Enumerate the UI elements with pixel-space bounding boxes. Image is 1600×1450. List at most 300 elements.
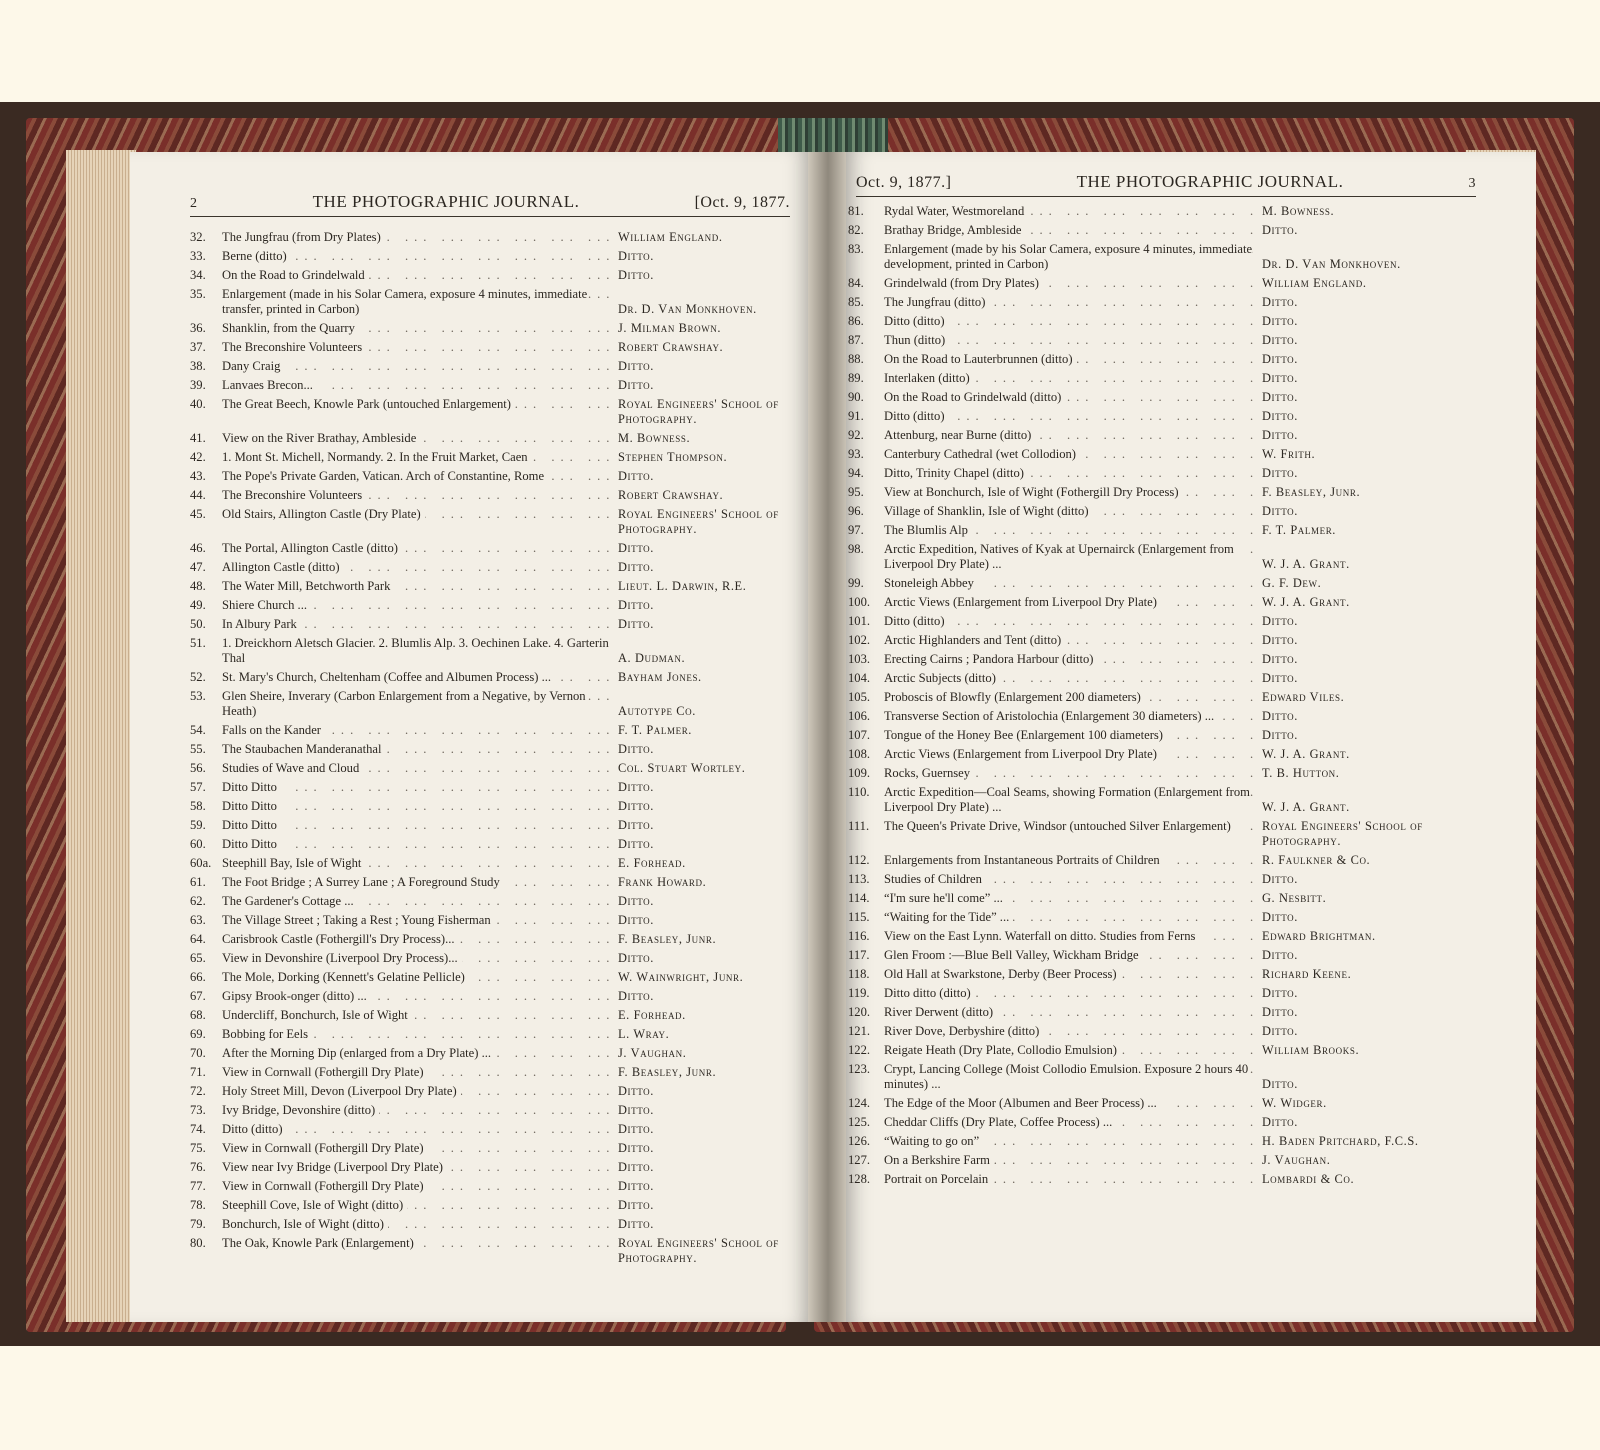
entry-author: Ditto. bbox=[1262, 409, 1298, 423]
entry-title-text: On the Road to Grindelwald (ditto) bbox=[884, 390, 1065, 404]
entry-number: 47. bbox=[190, 560, 206, 574]
entry-author: Ditto. bbox=[618, 1103, 654, 1117]
entry-title-text: Ivy Bridge, Devonshire (ditto) bbox=[222, 1103, 379, 1117]
entry-number: 112. bbox=[848, 853, 870, 867]
entry-author: Ditto. bbox=[1262, 1024, 1298, 1038]
entry-title bbox=[222, 723, 612, 738]
entry-title-text: “I'm sure he'll come” ... bbox=[884, 891, 1007, 905]
entry-title-text: On the Road to Grindelwald bbox=[222, 268, 369, 282]
entry-number: 73. bbox=[190, 1103, 206, 1117]
entry-title bbox=[222, 268, 612, 283]
entry-title-text: Arctic Expedition, Natives of Kyak at Upernairck (Enlargement from Liverpool Dry Plate) ... bbox=[884, 542, 1234, 571]
entry-author: Ditto. bbox=[618, 1141, 654, 1155]
list-item bbox=[190, 1046, 792, 1061]
entry-title-text: Lanvaes Brecon... bbox=[222, 378, 317, 392]
entry-number: 119. bbox=[848, 986, 870, 1000]
entry-title bbox=[884, 614, 1256, 629]
list-item bbox=[848, 853, 1494, 868]
entry-title bbox=[222, 818, 612, 833]
entry-author: Ditto. bbox=[1262, 709, 1298, 723]
entry-title bbox=[884, 295, 1256, 310]
entry-title-text: “Waiting for the Tide” ... bbox=[884, 910, 1013, 924]
entry-author: G. F. Dew. bbox=[1262, 576, 1322, 590]
entry-title-text: Thun (ditto) bbox=[884, 333, 949, 347]
entry-author: W. J. A. Grant. bbox=[1262, 557, 1350, 571]
entry-author: Ditto. bbox=[618, 469, 654, 483]
entry-number: 67. bbox=[190, 989, 206, 1003]
entry-title bbox=[884, 910, 1256, 925]
entry-title-text: The Foot Bridge ; A Surrey Lane ; A Foreground Study bbox=[222, 875, 504, 889]
entry-number: 108. bbox=[848, 747, 871, 761]
list-item bbox=[848, 819, 1494, 849]
list-item bbox=[848, 576, 1494, 591]
list-item bbox=[190, 340, 792, 355]
entry-title-text: Holy Street Mill, Devon (Liverpool Dry Plate) bbox=[222, 1084, 461, 1098]
entry-author: Lieut. L. Darwin, R.E. bbox=[618, 579, 747, 593]
list-item bbox=[190, 268, 792, 283]
list-item bbox=[848, 614, 1494, 629]
entry-number: 86. bbox=[848, 314, 864, 328]
entry-title-text: The Water Mill, Betchworth Park bbox=[222, 579, 394, 593]
entry-author: Ditto. bbox=[618, 799, 654, 813]
entry-title bbox=[884, 352, 1256, 367]
entry-author: E. Forhead. bbox=[618, 856, 686, 870]
entry-title bbox=[222, 488, 612, 503]
list-item bbox=[848, 523, 1494, 538]
list-item bbox=[190, 894, 792, 909]
entry-author: Col. Stuart Wortley. bbox=[618, 761, 746, 775]
list-item bbox=[848, 447, 1494, 462]
entry-number: 87. bbox=[848, 333, 864, 347]
entry-author: Stephen Thompson. bbox=[618, 450, 728, 464]
entry-title-text: Ditto (ditto) bbox=[884, 614, 949, 628]
entry-number: 91. bbox=[848, 409, 864, 423]
entry-title-text: The Great Beech, Knowle Park (untouched Enlargement) bbox=[222, 397, 515, 411]
list-item bbox=[848, 1115, 1494, 1130]
entry-author: Edward Brightman. bbox=[1262, 929, 1376, 943]
entry-title bbox=[884, 633, 1256, 648]
entry-author: M. Bowness. bbox=[1262, 204, 1335, 218]
entry-author: W. Frith. bbox=[1262, 447, 1316, 461]
entry-author: Ditto. bbox=[618, 1217, 654, 1231]
entry-number: 76. bbox=[190, 1160, 206, 1174]
list-item bbox=[190, 1027, 792, 1042]
list-item bbox=[190, 970, 792, 985]
entry-title-text: Berne (ditto) bbox=[222, 249, 291, 263]
list-item bbox=[848, 1096, 1494, 1111]
issue-date: Oct. 9, 1877.] bbox=[856, 174, 952, 191]
entry-title-text: Steephill Bay, Isle of Wight bbox=[222, 856, 365, 870]
entry-title bbox=[884, 986, 1256, 1001]
entry-title-text: Portrait on Porcelain bbox=[884, 1172, 992, 1186]
entry-author: Ditto. bbox=[618, 1179, 654, 1193]
entry-author: Ditto. bbox=[1262, 1005, 1298, 1019]
entry-title-text: Ditto, Trinity Chapel (ditto) bbox=[884, 466, 1028, 480]
entry-number: 42. bbox=[190, 450, 206, 464]
entry-title-text: Interlaken (ditto) bbox=[884, 371, 974, 385]
entry-number: 128. bbox=[848, 1172, 871, 1186]
journal-title: THE PHOTOGRAPHIC JOURNAL. bbox=[1076, 172, 1344, 191]
entry-author: Ditto. bbox=[618, 359, 654, 373]
entry-title bbox=[222, 761, 612, 776]
list-item bbox=[848, 428, 1494, 443]
entry-author: Lombardi & Co. bbox=[1262, 1172, 1355, 1186]
entry-number: 32. bbox=[190, 230, 206, 244]
entry-number: 115. bbox=[848, 910, 870, 924]
entry-title-text: View on the East Lynn. Waterfall on ditto. Studies from Ferns bbox=[884, 929, 1199, 943]
entry-title bbox=[222, 742, 612, 757]
entry-title bbox=[884, 1172, 1256, 1187]
entry-title-text: Falls on the Kander bbox=[222, 723, 325, 737]
entry-number: 97. bbox=[848, 523, 864, 537]
entry-title bbox=[884, 314, 1256, 329]
entry-title bbox=[884, 204, 1256, 219]
entry-number: 83. bbox=[848, 242, 864, 256]
entry-author: W. Wainwright, Junr. bbox=[618, 970, 744, 984]
entry-author: Ditto. bbox=[618, 1084, 654, 1098]
entry-title bbox=[222, 837, 612, 852]
list-item bbox=[190, 799, 792, 814]
entry-title bbox=[884, 652, 1256, 667]
entry-title bbox=[222, 507, 612, 537]
entry-title-text: View in Cornwall (Fothergill Dry Plate) bbox=[222, 1065, 428, 1079]
list-item bbox=[190, 818, 792, 833]
list-item bbox=[190, 913, 792, 928]
entry-number: 94. bbox=[848, 466, 864, 480]
entry-title-text: The Village Street ; Taking a Rest ; Young Fisherman bbox=[222, 913, 495, 927]
list-item bbox=[848, 1172, 1494, 1187]
list-item bbox=[848, 276, 1494, 291]
entry-title-text: Glen Froom :—Blue Bell Valley, Wickham Bridge bbox=[884, 948, 1143, 962]
list-item bbox=[190, 287, 792, 317]
entry-number: 101. bbox=[848, 614, 871, 628]
entry-title-text: Transverse Section of Aristolochia (Enlargement 30 diameters) ... bbox=[884, 709, 1218, 723]
entry-author: Ditto. bbox=[1262, 614, 1298, 628]
list-item bbox=[848, 485, 1494, 500]
entry-title bbox=[884, 853, 1256, 868]
entry-author: Ditto. bbox=[1262, 910, 1298, 924]
right-page bbox=[846, 152, 1536, 1322]
entry-author: Robert Crawshay. bbox=[618, 488, 724, 502]
entry-author: Ditto. bbox=[618, 742, 654, 756]
entry-number: 85. bbox=[848, 295, 864, 309]
entry-author: Ditto. bbox=[1262, 428, 1298, 442]
entry-number: 48. bbox=[190, 579, 206, 593]
entry-author: Ditto. bbox=[1262, 466, 1298, 480]
entry-title bbox=[884, 523, 1256, 538]
entry-author: W. J. A. Grant. bbox=[1262, 595, 1350, 609]
entry-title-text: The Breconshire Volunteers bbox=[222, 488, 366, 502]
entry-author: Ditto. bbox=[618, 541, 654, 555]
entry-number: 96. bbox=[848, 504, 864, 518]
entry-title-text: Erecting Cairns ; Pandora Harbour (ditto) bbox=[884, 652, 1098, 666]
entry-title bbox=[222, 932, 612, 947]
entry-number: 75. bbox=[190, 1141, 206, 1155]
entry-title bbox=[222, 1236, 612, 1266]
entry-number: 60. bbox=[190, 837, 206, 851]
entry-title bbox=[884, 333, 1256, 348]
entry-number: 62. bbox=[190, 894, 206, 908]
entry-number: 125. bbox=[848, 1115, 871, 1129]
list-item bbox=[190, 617, 792, 632]
journal-title: THE PHOTOGRAPHIC JOURNAL. bbox=[312, 192, 580, 211]
entry-number: 33. bbox=[190, 249, 206, 263]
entry-number: 72. bbox=[190, 1084, 206, 1098]
entry-author: Royal Engineers' School of Photography. bbox=[618, 507, 779, 536]
list-item bbox=[190, 1160, 792, 1175]
entry-title-text: The Jungfrau (ditto) bbox=[884, 295, 989, 309]
entry-number: 116. bbox=[848, 929, 870, 943]
entry-number: 113. bbox=[848, 872, 870, 886]
list-item bbox=[190, 249, 792, 264]
list-item bbox=[190, 932, 792, 947]
entry-number: 68. bbox=[190, 1008, 206, 1022]
list-item bbox=[190, 1065, 792, 1080]
list-item bbox=[190, 488, 792, 503]
entry-author: Ditto. bbox=[1262, 504, 1298, 518]
entry-title bbox=[222, 1084, 612, 1099]
entry-author: Ditto. bbox=[618, 913, 654, 927]
entry-title bbox=[222, 431, 612, 446]
list-item bbox=[848, 295, 1494, 310]
entry-title-text: Carisbrook Castle (Fothergill's Dry Process)... bbox=[222, 932, 459, 946]
entry-title-text: River Dove, Derbyshire (ditto) bbox=[884, 1024, 1043, 1038]
entry-author: Ditto. bbox=[1262, 314, 1298, 328]
entry-author: Richard Keene. bbox=[1262, 967, 1352, 981]
entry-author: Autotype Co. bbox=[618, 704, 696, 718]
page-number: 2 bbox=[190, 196, 198, 211]
entry-title bbox=[222, 287, 612, 317]
entry-number: 127. bbox=[848, 1153, 871, 1167]
entry-number: 40. bbox=[190, 397, 206, 411]
entry-author: J. Vaughan. bbox=[1262, 1153, 1331, 1167]
entry-title bbox=[222, 1027, 612, 1042]
entry-title-text: The Oak, Knowle Park (Enlargement) bbox=[222, 1236, 418, 1250]
list-item bbox=[848, 1005, 1494, 1020]
list-item bbox=[190, 742, 792, 757]
entry-number: 71. bbox=[190, 1065, 206, 1079]
entry-title-text: Arctic Expedition—Coal Seams, showing Formation (Enlargement from Liverpool Dry Plate) ... bbox=[884, 785, 1250, 814]
entry-author: L. Wray. bbox=[618, 1027, 670, 1041]
list-item bbox=[848, 390, 1494, 405]
entry-number: 51. bbox=[190, 636, 206, 650]
entry-number: 105. bbox=[848, 690, 871, 704]
entry-title bbox=[884, 595, 1256, 610]
entry-title-text: Shiere Church ... bbox=[222, 598, 311, 612]
entry-title-text: Enlargement (made in his Solar Camera, exposure 4 minutes, immediate transfer, printed in Carbon) bbox=[222, 287, 588, 316]
entry-author: Ditto. bbox=[1262, 633, 1298, 647]
entry-title-text: Studies of Children bbox=[884, 872, 986, 886]
list-item bbox=[190, 321, 792, 336]
entry-number: 53. bbox=[190, 689, 206, 703]
entry-title bbox=[222, 913, 612, 928]
list-item bbox=[848, 986, 1494, 1001]
entry-title-text: The Jungfrau (from Dry Plates) bbox=[222, 230, 385, 244]
entry-author: F. Beasley, Junr. bbox=[1262, 485, 1361, 499]
entry-author: Dr. D. Van Monkhoven. bbox=[618, 302, 757, 316]
list-item bbox=[190, 723, 792, 738]
entry-title-text: Steephill Cove, Isle of Wight (ditto) bbox=[222, 1198, 407, 1212]
entry-title-text: Canterbury Cathedral (wet Collodion) bbox=[884, 447, 1080, 461]
entry-number: 84. bbox=[848, 276, 864, 290]
entry-title bbox=[222, 1141, 612, 1156]
entry-title bbox=[884, 428, 1256, 443]
entry-title-text: On a Berkshire Farm bbox=[884, 1153, 994, 1167]
entry-title-text: “Waiting to go on” bbox=[884, 1134, 983, 1148]
entry-author: Royal Engineers' School of Photography. bbox=[618, 397, 779, 426]
list-item bbox=[848, 409, 1494, 424]
list-item bbox=[190, 689, 792, 719]
entry-number: 54. bbox=[190, 723, 206, 737]
entry-title-text: Village of Shanklin, Isle of Wight (ditto) bbox=[884, 504, 1093, 518]
entry-title-text: Arctic Views (Enlargement from Liverpool Dry Plate) bbox=[884, 747, 1161, 761]
entry-title-text: Bonchurch, Isle of Wight (ditto) bbox=[222, 1217, 388, 1231]
entry-title-text: Ditto Ditto bbox=[222, 818, 281, 832]
entry-title bbox=[222, 856, 612, 871]
entry-number: 57. bbox=[190, 780, 206, 794]
entry-title bbox=[222, 780, 612, 795]
entry-title bbox=[222, 560, 612, 575]
list-item bbox=[848, 542, 1494, 572]
list-item bbox=[848, 910, 1494, 925]
entry-title-text: Old Hall at Swarkstone, Derby (Beer Process) bbox=[884, 967, 1121, 981]
entry-title-text: View in Cornwall (Fothergill Dry Plate) bbox=[222, 1141, 428, 1155]
list-item bbox=[190, 636, 792, 666]
entry-title bbox=[222, 450, 612, 465]
entry-number: 111. bbox=[848, 819, 870, 833]
entry-number: 36. bbox=[190, 321, 206, 335]
entry-author: Ditto. bbox=[1262, 652, 1298, 666]
entry-title-text: River Derwent (ditto) bbox=[884, 1005, 997, 1019]
page-edges-left bbox=[66, 150, 136, 1322]
entry-author: J. Vaughan. bbox=[618, 1046, 687, 1060]
entry-number: 92. bbox=[848, 428, 864, 442]
entry-title-text: Undercliff, Bonchurch, Isle of Wight bbox=[222, 1008, 412, 1022]
entry-title bbox=[884, 409, 1256, 424]
entry-title-text: Arctic Highlanders and Tent (ditto) bbox=[884, 633, 1065, 647]
entry-title-text: Ditto Ditto bbox=[222, 780, 281, 794]
entry-title bbox=[222, 799, 612, 814]
entry-author: G. Nesbitt. bbox=[1262, 891, 1327, 905]
entry-number: 107. bbox=[848, 728, 871, 742]
entry-title bbox=[222, 321, 612, 336]
entry-title bbox=[222, 951, 612, 966]
list-item bbox=[190, 1103, 792, 1118]
list-item bbox=[190, 780, 792, 795]
list-item bbox=[848, 709, 1494, 724]
list-item bbox=[848, 333, 1494, 348]
entry-title-text: 1. Mont St. Michell, Normandy. 2. In the Fruit Market, Caen bbox=[222, 450, 532, 464]
entry-title bbox=[884, 1024, 1256, 1039]
entry-number: 117. bbox=[848, 948, 870, 962]
entry-title-text: The Queen's Private Drive, Windsor (untouched Silver Enlargement) bbox=[884, 819, 1235, 833]
entry-title bbox=[222, 894, 612, 909]
entry-number: 64. bbox=[190, 932, 206, 946]
entry-title bbox=[222, 670, 612, 685]
entry-title bbox=[884, 576, 1256, 591]
entry-title-text: Proboscis of Blowfly (Enlargement 200 diameters) bbox=[884, 690, 1145, 704]
entry-author: Royal Engineers' School of Photography. bbox=[1262, 819, 1423, 848]
entry-title bbox=[884, 371, 1256, 386]
entry-number: 44. bbox=[190, 488, 206, 502]
entry-author: Dr. D. Van Monkhoven. bbox=[1262, 257, 1401, 271]
list-item bbox=[190, 951, 792, 966]
entry-title bbox=[884, 447, 1256, 462]
entry-author: William England. bbox=[618, 230, 723, 244]
entry-number: 49. bbox=[190, 598, 206, 612]
entry-title bbox=[884, 728, 1256, 743]
right-entry-list bbox=[848, 204, 1494, 1191]
entry-author: Ditto. bbox=[1262, 295, 1298, 309]
entry-title-text: The Breconshire Volunteers bbox=[222, 340, 366, 354]
entry-title-text: View in Cornwall (Fothergill Dry Plate) bbox=[222, 1179, 428, 1193]
entry-number: 34. bbox=[190, 268, 206, 282]
entry-number: 100. bbox=[848, 595, 871, 609]
entry-title bbox=[884, 891, 1256, 906]
entry-title bbox=[884, 1134, 1256, 1149]
list-item bbox=[848, 314, 1494, 329]
entry-title bbox=[222, 541, 612, 556]
entry-author: Ditto. bbox=[618, 1160, 654, 1174]
entry-title bbox=[884, 785, 1256, 815]
entry-number: 37. bbox=[190, 340, 206, 354]
entry-number: 60a. bbox=[190, 856, 212, 870]
entry-title bbox=[222, 636, 612, 666]
entry-title bbox=[222, 397, 612, 427]
entry-title-text: After the Morning Dip (enlarged from a Dry Plate) ... bbox=[222, 1046, 495, 1060]
entry-title-text: The Mole, Dorking (Kennett's Gelatine Pellicle) bbox=[222, 970, 469, 984]
entry-number: 88. bbox=[848, 352, 864, 366]
entry-number: 65. bbox=[190, 951, 206, 965]
list-item bbox=[190, 378, 792, 393]
entry-title bbox=[884, 1096, 1256, 1111]
entry-author: Ditto. bbox=[618, 780, 654, 794]
entry-number: 120. bbox=[848, 1005, 871, 1019]
list-item bbox=[848, 747, 1494, 762]
entry-author: Ditto. bbox=[618, 378, 654, 392]
entry-number: 70. bbox=[190, 1046, 206, 1060]
entry-author: Ditto. bbox=[1262, 390, 1298, 404]
list-item bbox=[190, 560, 792, 575]
entry-title bbox=[222, 1179, 612, 1194]
entry-number: 45. bbox=[190, 507, 206, 521]
entry-author: A. Dudman. bbox=[618, 651, 686, 665]
entry-title-text: View near Ivy Bridge (Liverpool Dry Plate) bbox=[222, 1160, 447, 1174]
list-item bbox=[190, 598, 792, 613]
entry-author: R. Faulkner & Co. bbox=[1262, 853, 1371, 867]
entry-author: F. T. Palmer. bbox=[1262, 523, 1337, 537]
list-item bbox=[848, 504, 1494, 519]
entry-number: 126. bbox=[848, 1134, 871, 1148]
entry-title bbox=[884, 709, 1256, 724]
entry-title-text: Crypt, Lancing College (Moist Collodio Emulsion. Exposure 2 hours 40 minutes) ... bbox=[884, 1062, 1249, 1091]
entry-number: 121. bbox=[848, 1024, 871, 1038]
entry-title bbox=[884, 1005, 1256, 1020]
entry-number: 82. bbox=[848, 223, 864, 237]
entry-number: 102. bbox=[848, 633, 871, 647]
list-item bbox=[848, 891, 1494, 906]
entry-number: 66. bbox=[190, 970, 206, 984]
entry-title bbox=[884, 1043, 1256, 1058]
entry-number: 80. bbox=[190, 1236, 206, 1250]
book-gutter bbox=[808, 152, 848, 1322]
entry-author: T. B. Hutton. bbox=[1262, 766, 1340, 780]
entry-number: 118. bbox=[848, 967, 870, 981]
list-item bbox=[848, 466, 1494, 481]
entry-author: W. J. A. Grant. bbox=[1262, 747, 1350, 761]
entry-title bbox=[884, 929, 1256, 944]
entry-title-text: View in Devonshire (Liverpool Dry Process)... bbox=[222, 951, 462, 965]
